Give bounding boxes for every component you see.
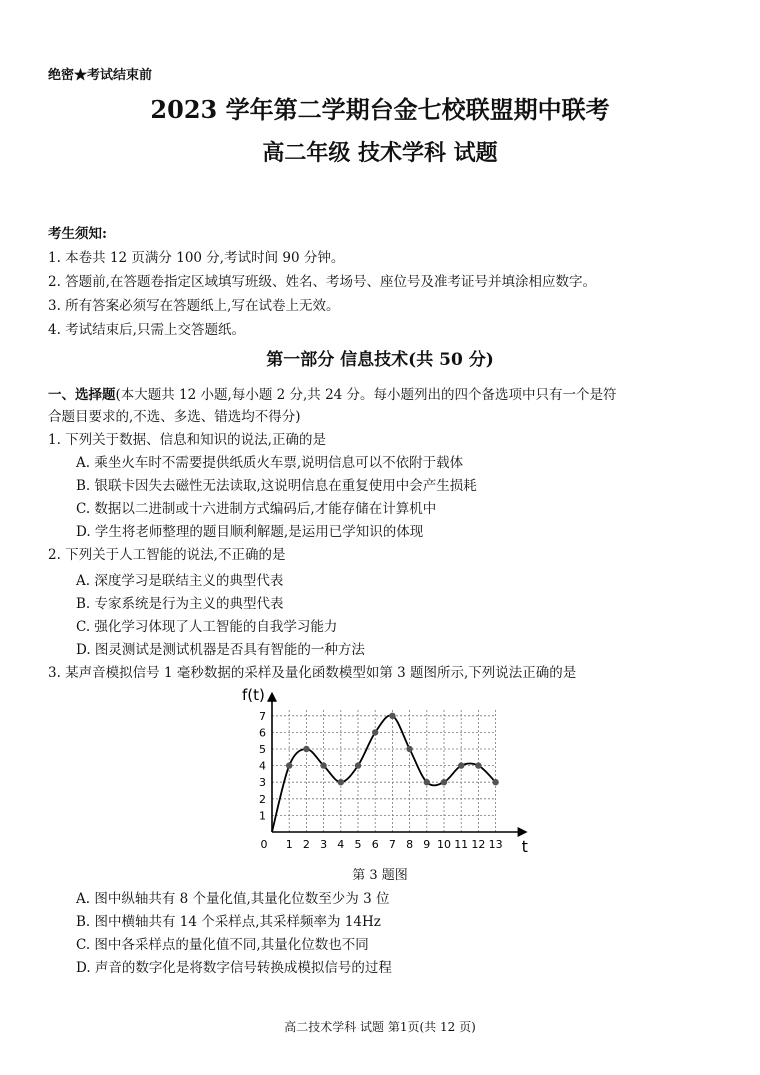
y-tick-label: 4	[259, 759, 266, 773]
question-3-stem: 3. 某声音模拟信号 1 毫秒数据的采样及量化函数模型如第 3 题图所示,下列说法正确的是	[48, 665, 577, 681]
x-tick-label: 9	[423, 838, 431, 851]
y-tick-label: 3	[259, 776, 266, 790]
exam-subtitle: 高二年级 技术学科 试题	[262, 140, 498, 166]
x-tick-label: 10	[437, 838, 451, 851]
x-axis-label: t	[521, 837, 528, 856]
question-3-option: C. 图中各采样点的量化值不同,其量化位数也不同	[76, 937, 369, 953]
question-1-stem: 1. 下列关于数据、信息和知识的说法,正确的是	[48, 432, 326, 448]
question-2-option: D. 图灵测试是测试机器是否具有智能的一种方法	[76, 642, 365, 658]
notice-heading: 考生须知:	[48, 226, 107, 242]
notice-item: 2. 答题前,在答题卷指定区域填写班级、姓名、考场号、座位号及准考证号并填涂相应数字。	[48, 274, 596, 290]
y-tick-label: 2	[259, 792, 266, 806]
question-3-option: B. 图中横轴共有 14 个采样点,其采样频率为 14Hz	[76, 914, 381, 930]
notice-item: 3. 所有答案必须写在答题纸上,写在试卷上无效。	[48, 298, 340, 314]
notice-item: 4. 考试结束后,只需上交答题纸。	[48, 322, 245, 338]
section-desc-cont: 合题目要求的,不选、多选、错选均不得分)	[48, 409, 301, 425]
part-title: 第一部分 信息技术(共 50 分)	[266, 350, 494, 370]
secret-mark: 绝密★考试结束前	[48, 68, 153, 83]
sample-point	[406, 746, 412, 752]
x-tick-label: 11	[454, 838, 469, 851]
question-1-option: C. 数据以二进制或十六进制方式编码后,才能存储在计算机中	[76, 501, 437, 517]
question-2-stem: 2. 下列关于人工智能的说法,不正确的是	[48, 547, 286, 563]
sample-point	[424, 779, 430, 785]
y-tick-label: 5	[259, 743, 266, 756]
x-tick-label: 8	[406, 838, 414, 851]
exam-title: 2023 学年第二学期台金七校联盟期中联考	[150, 95, 610, 124]
question-1-option: B. 银联卡因失去磁性无法读取,这说明信息在重复使用中会产生损耗	[76, 478, 477, 494]
y-tick-label: 1	[259, 809, 266, 823]
question-2-option: C. 强化学习体现了人工智能的自我学习能力	[76, 619, 338, 635]
x-tick-label: 13	[488, 838, 503, 851]
sampling-chart	[236, 686, 526, 856]
section-desc: (本大题共 12 小题,每小题 2 分,共 24 分。每小题列出的四个备选项中只有一个是符	[115, 387, 617, 403]
x-tick-label: 2	[302, 838, 310, 851]
question-3-option: A. 图中纵轴共有 8 个量化值,其量化位数至少为 3 位	[76, 891, 390, 907]
y-axis-arrow	[267, 692, 277, 702]
figure-caption: 第 3 题图	[352, 868, 408, 883]
sample-point	[389, 713, 395, 719]
question-2-option: A. 深度学习是联结主义的典型代表	[76, 573, 284, 589]
x-tick-label: 4	[337, 838, 345, 851]
sample-point	[372, 729, 378, 735]
sample-point	[458, 762, 464, 768]
x-axis-arrow	[518, 827, 528, 837]
section-intro	[48, 383, 617, 403]
sample-point	[338, 779, 344, 785]
question-1-option: D. 学生将老师整理的题目顺利解题,是运用已学知识的体现	[76, 524, 424, 540]
x-tick-label: 12	[471, 838, 486, 851]
x-tick-label: 3	[320, 838, 328, 851]
question-1-option: A. 乘坐火车时不需要提供纸质火车票,说明信息可以不依附于载体	[76, 455, 464, 471]
y-axis-label: f(t)	[242, 685, 265, 704]
question-2-option: B. 专家系统是行为主义的典型代表	[76, 596, 284, 612]
sample-point	[355, 762, 361, 768]
page-footer: 高二技术学科 试题 第1页(共 12 页)	[284, 1020, 476, 1034]
sample-point	[475, 762, 481, 768]
question-3-option: D. 声音的数字化是将数字信号转换成模拟信号的过程	[76, 960, 392, 976]
section-label: 一、选择题	[48, 387, 116, 403]
sample-point	[286, 762, 292, 768]
x-tick-label: 1	[285, 838, 293, 851]
x-tick-label: 7	[388, 838, 396, 851]
sample-point	[441, 779, 447, 785]
sample-point	[320, 762, 326, 768]
x-tick-label: 6	[371, 838, 379, 851]
y-tick-label: 7	[259, 709, 266, 723]
y-tick-label: 6	[259, 726, 266, 740]
sample-point	[492, 779, 498, 785]
origin-label: 0	[260, 838, 268, 851]
signal-curve	[272, 715, 496, 832]
notice-item: 1. 本卷共 12 页满分 100 分,考试时间 90 分钟。	[48, 250, 345, 266]
x-tick-label: 5	[354, 838, 362, 851]
sample-point	[303, 746, 309, 752]
